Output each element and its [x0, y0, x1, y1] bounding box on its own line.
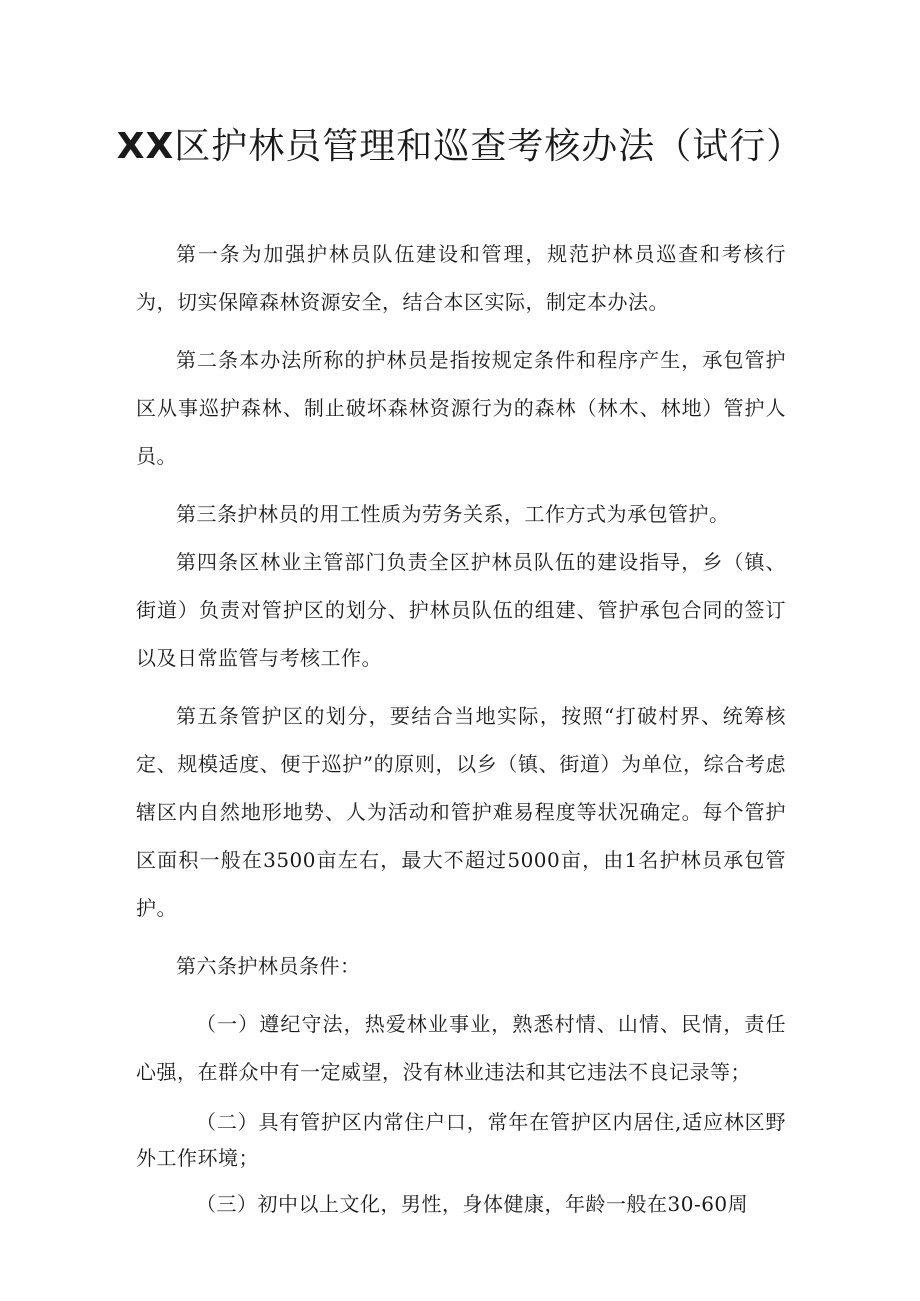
article-1: 第一条为加强护林员队伍建设和管理，规范护林员巡查和考核行为，切实保障森林资源安全，结合本区实际，制定本办法。: [136, 242, 786, 314]
article-3: 第三条护林员的用工性质为劳务关系，工作方式为承包管护。: [176, 502, 730, 526]
title-prefix: XX: [116, 126, 175, 167]
document-title: [0, 118, 920, 169]
article-6: 第六条护林员条件：: [176, 954, 361, 978]
document-body: [136, 230, 786, 1228]
list-item-2: （二）具有管护区内常住户口，常年在管护区内居住,适应林区野外工作环境；: [136, 1110, 786, 1170]
article-5: 第五条管护区的划分，要结合当地实际，按照“打破村界、统筹核定、规模适度、便于巡护”的原则，以乡（镇、街道）为单位，综合考虑辖区内自然地形地势、人为活动和管护难易程度等状况确定。每个管护区面积一般在3500亩左右，最大不超过5000亩，由1名护林员承包管护。: [136, 704, 786, 920]
article-2: 第二条本办法所称的护林员是指按规定条件和程序产生，承包管护区从事巡护森林、制止破坏森林资源行为的森林（林木、林地）管护人员。: [136, 348, 786, 468]
title-main: 区护林员管理和巡查考核办法（试行）: [174, 126, 804, 167]
list-item-3: （三）初中以上文化，男性，身体健康，年龄一般在30-60周: [196, 1192, 749, 1216]
article-4: 第四条区林业主管部门负责全区护林员队伍的建设指导，乡（镇、街道）负责对管护区的划分、护林员队伍的组建、管护承包合同的签订以及日常监管与考核工作。: [136, 550, 786, 670]
list-item-1: （一）遵纪守法，热爱林业事业，熟悉村情、山情、民情，责任心强，在群众中有一定威望，没有林业违法和其它违法不良记录等；: [136, 1012, 786, 1084]
